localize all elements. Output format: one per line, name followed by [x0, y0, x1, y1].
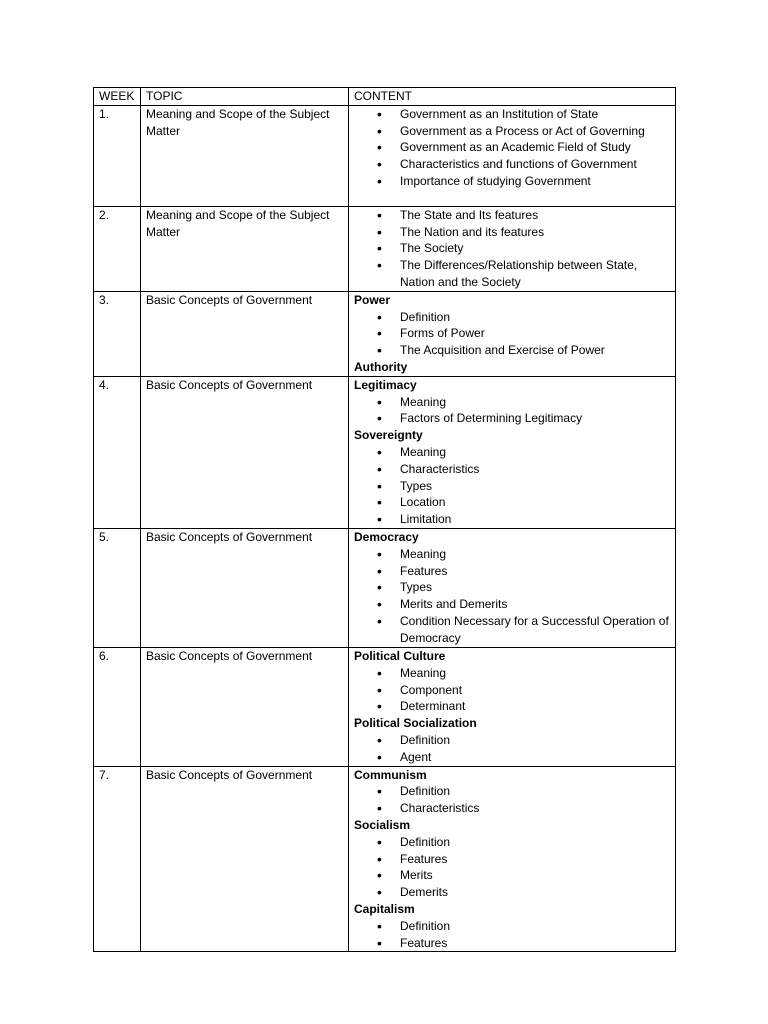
content-heading: Capitalism [354, 901, 415, 916]
week-cell: 1. [94, 105, 141, 206]
header-content: CONTENT [349, 88, 676, 106]
content-heading: Authority [354, 359, 408, 374]
list-item: • Features [354, 851, 670, 868]
bullet-list [354, 106, 670, 190]
week-cell: 3. [94, 291, 141, 376]
content-cell [349, 376, 676, 528]
bullet-list [354, 207, 670, 291]
content-heading: Socialism [354, 817, 411, 832]
bullet-list [354, 918, 670, 952]
topic-cell: Basic Concepts of Government [141, 376, 349, 528]
topic-cell: Basic Concepts of Government [141, 291, 349, 376]
list-item: • The Nation and its features [354, 224, 670, 241]
list-item: • Determinant [354, 698, 670, 715]
table-row [94, 291, 676, 376]
content-heading: Political Socialization [354, 716, 477, 731]
list-item: • Government as an Academic Field of Study [354, 139, 670, 156]
list-item: • Definition [354, 732, 670, 749]
list-item: • Agent [354, 749, 670, 766]
table-row [94, 105, 676, 206]
list-item: • Merits [354, 867, 670, 884]
list-item: • Meaning [354, 665, 670, 682]
week-cell: 2. [94, 206, 141, 291]
list-item: • Demerits [354, 884, 670, 901]
content-cell [349, 647, 676, 766]
content-heading: Democracy [354, 529, 419, 544]
table-row [94, 647, 676, 766]
week-cell: 7. [94, 766, 141, 952]
list-item: • Government as an Institution of State [354, 106, 670, 123]
bullet-list [354, 394, 670, 428]
week-cell: 6. [94, 647, 141, 766]
list-item: • The Differences/Relationship between State, Nation and the Society [354, 257, 670, 291]
content-cell [349, 766, 676, 952]
bullet-list [354, 783, 670, 817]
header-topic: TOPIC [141, 88, 349, 106]
bullet-list [354, 546, 670, 647]
table-row [94, 528, 676, 647]
bullet-list [354, 732, 670, 766]
table-body [94, 105, 676, 952]
list-item: • The State and Its features [354, 207, 670, 224]
list-item: • Features [354, 935, 670, 952]
list-item: • Location [354, 494, 670, 511]
list-item: • Component [354, 682, 670, 699]
list-item: • Features [354, 563, 670, 580]
list-item: • Importance of studying Government [354, 173, 670, 190]
list-item: • Characteristics [354, 461, 670, 478]
content-heading: Communism [354, 767, 427, 782]
content-cell [349, 206, 676, 291]
list-item: • Types [354, 478, 670, 495]
bullet-list [354, 309, 670, 359]
table-row [94, 766, 676, 952]
list-item: • Forms of Power [354, 325, 670, 342]
content-cell [349, 105, 676, 206]
header-row [94, 88, 676, 106]
list-item: • Meaning [354, 394, 670, 411]
list-item: • Definition [354, 309, 670, 326]
list-item: • Definition [354, 783, 670, 800]
list-item: • Types [354, 579, 670, 596]
list-item: • Definition [354, 834, 670, 851]
table-row [94, 376, 676, 528]
week-cell: 4. [94, 376, 141, 528]
list-item: • Limitation [354, 511, 670, 528]
list-item: • Merits and Demerits [354, 596, 670, 613]
week-cell: 5. [94, 528, 141, 647]
list-item: • Characteristics [354, 800, 670, 817]
content-cell [349, 528, 676, 647]
list-item: • The Acquisition and Exercise of Power [354, 342, 670, 359]
list-item: • Condition Necessary for a Successful Operation of Democracy [354, 613, 670, 647]
topic-cell: Meaning and Scope of the Subject Matter [141, 206, 349, 291]
list-item: • Meaning [354, 546, 670, 563]
scheme-of-work-table [93, 87, 676, 952]
list-item: • Government as a Process or Act of Governing [354, 123, 670, 140]
topic-cell: Meaning and Scope of the Subject Matter [141, 105, 349, 206]
content-heading: Power [354, 292, 391, 307]
bullet-list [354, 834, 670, 901]
bullet-list [354, 665, 670, 715]
list-item: • Meaning [354, 444, 670, 461]
topic-cell: Basic Concepts of Government [141, 528, 349, 647]
bullet-list [354, 444, 670, 528]
header-week: WEEK [94, 88, 141, 106]
list-item: • Characteristics and functions of Government [354, 156, 670, 173]
content-heading: Legitimacy [354, 377, 417, 392]
table-row [94, 206, 676, 291]
list-item: • Definition [354, 918, 670, 935]
content-heading: Political Culture [354, 648, 446, 663]
topic-cell: Basic Concepts of Government [141, 647, 349, 766]
content-heading: Sovereignty [354, 428, 423, 443]
topic-cell: Basic Concepts of Government [141, 766, 349, 952]
content-cell [349, 291, 676, 376]
list-item: • Factors of Determining Legitimacy [354, 410, 670, 427]
list-item: • The Society [354, 240, 670, 257]
